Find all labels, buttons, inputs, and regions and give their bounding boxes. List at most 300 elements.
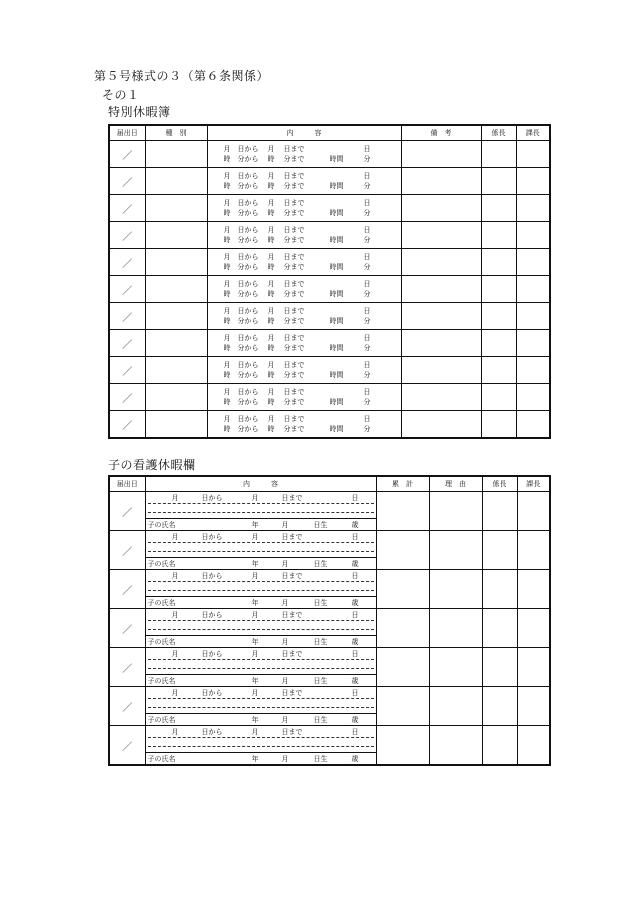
- type-cell[interactable]: [145, 303, 207, 330]
- chief-cell[interactable]: [481, 303, 516, 330]
- special-leave-row: [109, 168, 550, 195]
- content-cell[interactable]: [145, 687, 376, 726]
- filing-date-cell[interactable]: [109, 570, 145, 609]
- child-info-label: 子の氏名: [147, 521, 176, 529]
- content-label: 月: [267, 199, 275, 207]
- content-line: [224, 397, 401, 407]
- content-label: 分から: [237, 371, 259, 379]
- content-label: 日から: [237, 415, 259, 423]
- filing-date-cell[interactable]: [109, 303, 145, 330]
- content-label: 日から: [201, 494, 223, 502]
- content-line: [224, 414, 401, 424]
- section-head-cell[interactable]: [517, 492, 550, 531]
- content-line: [224, 316, 401, 326]
- child-info-label: 日生: [313, 560, 328, 568]
- special-leave-row: [109, 411, 550, 439]
- content-label: 時: [223, 263, 231, 271]
- chief-cell[interactable]: [482, 648, 517, 687]
- remarks-cell[interactable]: [401, 222, 481, 249]
- filing-date-cell[interactable]: [109, 726, 145, 766]
- content-label: 分まで: [283, 209, 305, 217]
- content-label: 月: [267, 307, 275, 315]
- content-label: 日から: [237, 307, 259, 315]
- child-info-label: 年: [251, 755, 259, 763]
- content-label: 月: [251, 650, 259, 658]
- content-line: [224, 235, 401, 245]
- chief-cell[interactable]: [481, 330, 516, 357]
- chief-cell[interactable]: [481, 411, 516, 439]
- slash-mark: ／: [122, 702, 133, 714]
- child-info-label: 月: [281, 638, 289, 646]
- slash-mark: ／: [122, 231, 133, 243]
- content-label: 日: [351, 650, 359, 658]
- child-info-label: 子の氏名: [147, 560, 176, 568]
- content-label: 日から: [237, 199, 259, 207]
- content-label: 日まで: [283, 280, 305, 288]
- filing-date-cell[interactable]: [109, 492, 145, 531]
- content-label: 分: [363, 236, 371, 244]
- reason-cell[interactable]: [429, 492, 482, 531]
- child-care-row: [109, 531, 550, 570]
- content-label: 日: [363, 199, 371, 207]
- content-line: [224, 208, 401, 218]
- content-label: 時間: [329, 155, 344, 163]
- content-label: 分まで: [283, 290, 305, 298]
- content-label: 日まで: [281, 533, 303, 541]
- slash-mark: ／: [122, 366, 133, 378]
- content-label: 月: [171, 728, 179, 736]
- dashed-line: [148, 659, 374, 660]
- reason-cell[interactable]: [429, 726, 482, 766]
- content-label: 日から: [237, 145, 259, 153]
- filing-date-cell[interactable]: [109, 141, 145, 168]
- cumulative-cell[interactable]: [376, 609, 429, 648]
- content-label: 分まで: [283, 425, 305, 433]
- child-info-label: 月: [281, 677, 289, 685]
- content-label: 日まで: [283, 361, 305, 369]
- special-leave-row: [109, 249, 550, 276]
- content-label: 月: [223, 415, 231, 423]
- type-cell[interactable]: [145, 249, 207, 276]
- content-label: 時: [223, 236, 231, 244]
- content-label: 時: [267, 209, 275, 217]
- col-remarks: 備 考: [401, 125, 481, 141]
- content-cell[interactable]: [207, 384, 401, 411]
- remarks-cell[interactable]: [401, 411, 481, 439]
- child-info-label: 子の氏名: [147, 677, 176, 685]
- content-label: 時間: [329, 344, 344, 352]
- type-cell[interactable]: [145, 141, 207, 168]
- section-head-cell[interactable]: [516, 249, 550, 276]
- remarks-cell[interactable]: [401, 330, 481, 357]
- dashed-line: [148, 737, 374, 738]
- type-cell[interactable]: [145, 222, 207, 249]
- content-label: 日: [351, 728, 359, 736]
- content-label: 日: [363, 226, 371, 234]
- filing-date-cell[interactable]: [109, 168, 145, 195]
- content-label: 時: [267, 182, 275, 190]
- col-type: 種 別: [145, 125, 207, 141]
- content-cell[interactable]: [207, 222, 401, 249]
- content-label: 月: [171, 611, 179, 619]
- content-label: 月: [267, 145, 275, 153]
- content-label: 日: [363, 253, 371, 261]
- content-label: 月: [223, 280, 231, 288]
- content-cell[interactable]: [145, 531, 376, 570]
- filing-date-cell[interactable]: [109, 384, 145, 411]
- remarks-cell[interactable]: [401, 195, 481, 222]
- content-label: 分から: [237, 398, 259, 406]
- type-cell[interactable]: [145, 330, 207, 357]
- content-label: 分から: [237, 155, 259, 163]
- content-label: 時間: [329, 425, 344, 433]
- content-cell[interactable]: [207, 168, 401, 195]
- content-label: 時: [267, 290, 275, 298]
- content-label: 時: [267, 371, 275, 379]
- col-content: 内 容: [145, 476, 376, 492]
- slash-mark: ／: [122, 420, 133, 432]
- child-care-leave-table: [108, 475, 551, 766]
- content-label: 時間: [329, 398, 344, 406]
- content-label: 分から: [237, 344, 259, 352]
- content-label: 月: [267, 361, 275, 369]
- content-line: [224, 198, 401, 208]
- content-label: 時: [223, 398, 231, 406]
- child-info-label: 歳: [351, 716, 359, 724]
- child-info-label: 年: [251, 521, 259, 529]
- slash-mark: ／: [122, 663, 133, 675]
- col-section-head: 課長: [517, 476, 550, 492]
- child-info-label: 月: [281, 716, 289, 724]
- content-label: 日から: [237, 172, 259, 180]
- content-label: 分まで: [283, 317, 305, 325]
- child-info-label: 年: [251, 677, 259, 685]
- chief-cell[interactable]: [482, 531, 517, 570]
- reason-cell[interactable]: [429, 648, 482, 687]
- content-label: 分: [363, 317, 371, 325]
- reason-cell[interactable]: [429, 687, 482, 726]
- special-leave-row: [109, 141, 550, 168]
- section-head-cell[interactable]: [517, 609, 550, 648]
- chief-cell[interactable]: [481, 357, 516, 384]
- filing-date-cell[interactable]: [109, 222, 145, 249]
- slash-mark: ／: [122, 585, 133, 597]
- remarks-cell[interactable]: [401, 168, 481, 195]
- cumulative-cell[interactable]: [376, 687, 429, 726]
- content-label: 時: [267, 155, 275, 163]
- col-section-head: 課長: [516, 125, 550, 141]
- content-label: 日まで: [283, 172, 305, 180]
- content-line: [224, 262, 401, 272]
- content-label: 日: [351, 689, 359, 697]
- content-label: 月: [223, 145, 231, 153]
- chief-cell[interactable]: [481, 141, 516, 168]
- content-cell[interactable]: [145, 648, 376, 687]
- child-info-label: 子の氏名: [147, 716, 176, 724]
- content-label: 分: [363, 263, 371, 271]
- content-line: [224, 333, 401, 343]
- cumulative-cell[interactable]: [376, 648, 429, 687]
- content-cell[interactable]: [207, 141, 401, 168]
- content-label: 月: [171, 533, 179, 541]
- child-info-label: 日生: [313, 638, 328, 646]
- dashed-line: [148, 629, 374, 630]
- content-label: 日から: [237, 388, 259, 396]
- slash-mark: ／: [122, 339, 133, 351]
- chief-cell[interactable]: [482, 570, 517, 609]
- content-label: 分: [363, 344, 371, 352]
- remarks-cell[interactable]: [401, 303, 481, 330]
- content-line: [224, 144, 401, 154]
- content-label: 時: [267, 317, 275, 325]
- content-label: 分まで: [283, 344, 305, 352]
- remarks-cell[interactable]: [401, 384, 481, 411]
- content-label: 月: [267, 226, 275, 234]
- section-head-cell[interactable]: [517, 570, 550, 609]
- content-label: 分: [363, 209, 371, 217]
- form-number: 第５号様式の３（第６条関係）: [94, 69, 270, 83]
- reason-cell[interactable]: [429, 570, 482, 609]
- content-cell[interactable]: [145, 726, 376, 766]
- remarks-cell[interactable]: [401, 357, 481, 384]
- child-info-label: 年: [251, 716, 259, 724]
- chief-cell[interactable]: [481, 222, 516, 249]
- child-info-label: 日生: [313, 521, 328, 529]
- filing-date-cell[interactable]: [109, 531, 145, 570]
- section-head-cell[interactable]: [517, 531, 550, 570]
- child-info-label: 日生: [313, 755, 328, 763]
- col-cumulative: 累 計: [376, 476, 429, 492]
- section-head-cell[interactable]: [516, 195, 550, 222]
- content-cell[interactable]: [207, 330, 401, 357]
- content-label: 日: [363, 280, 371, 288]
- content-label: 日から: [237, 253, 259, 261]
- filing-date-cell[interactable]: [109, 648, 145, 687]
- content-label: 日まで: [281, 650, 303, 658]
- remarks-cell[interactable]: [401, 249, 481, 276]
- filing-date-cell[interactable]: [109, 195, 145, 222]
- content-label: 時: [223, 182, 231, 190]
- special-leave-row: [109, 222, 550, 249]
- content-label: 日: [351, 611, 359, 619]
- reason-cell[interactable]: [429, 609, 482, 648]
- slash-mark: ／: [122, 741, 133, 753]
- content-cell[interactable]: [207, 276, 401, 303]
- child-info-label: 日生: [313, 599, 328, 607]
- col-reason: 理 由: [429, 476, 482, 492]
- type-cell[interactable]: [145, 411, 207, 439]
- content-cell[interactable]: [207, 195, 401, 222]
- content-label: 日まで: [283, 199, 305, 207]
- cumulative-cell[interactable]: [376, 570, 429, 609]
- content-label: 月: [267, 334, 275, 342]
- child-care-row: [109, 726, 550, 766]
- child-info-label: 子の氏名: [147, 599, 176, 607]
- content-label: 時間: [329, 263, 344, 271]
- special-leave-title: 特別休暇簿: [108, 105, 171, 119]
- child-info-label: 月: [281, 755, 289, 763]
- content-label: 時: [267, 425, 275, 433]
- type-cell[interactable]: [145, 276, 207, 303]
- content-line: [224, 171, 401, 181]
- special-leave-table: [108, 124, 551, 439]
- content-label: 時間: [329, 290, 344, 298]
- content-label: 月: [223, 172, 231, 180]
- section-head-cell[interactable]: [516, 330, 550, 357]
- content-label: 時: [267, 236, 275, 244]
- reason-cell[interactable]: [429, 531, 482, 570]
- content-cell[interactable]: [145, 609, 376, 648]
- special-leave-row: [109, 384, 550, 411]
- content-label: 日まで: [281, 494, 303, 502]
- content-cell[interactable]: [207, 411, 401, 439]
- child-info-label: 歳: [351, 677, 359, 685]
- content-label: 月: [223, 226, 231, 234]
- type-cell[interactable]: [145, 384, 207, 411]
- chief-cell[interactable]: [481, 168, 516, 195]
- col-filing-date: 届出日: [109, 476, 145, 492]
- section-head-cell[interactable]: [516, 384, 550, 411]
- content-label: 時: [223, 371, 231, 379]
- content-cell[interactable]: [145, 492, 376, 531]
- chief-cell[interactable]: [481, 276, 516, 303]
- col-filing-date: 届出日: [109, 125, 145, 141]
- section-head-cell[interactable]: [516, 168, 550, 195]
- content-label: 日まで: [281, 728, 303, 736]
- filing-date-cell[interactable]: [109, 330, 145, 357]
- chief-cell[interactable]: [481, 249, 516, 276]
- type-cell[interactable]: [145, 357, 207, 384]
- child-care-row: [109, 492, 550, 531]
- content-label: 月: [251, 572, 259, 580]
- chief-cell[interactable]: [481, 195, 516, 222]
- content-label: 日: [363, 415, 371, 423]
- content-label: 月: [223, 361, 231, 369]
- content-label: 分から: [237, 290, 259, 298]
- child-care-row: [109, 609, 550, 648]
- content-line: [224, 306, 401, 316]
- content-label: 日まで: [281, 611, 303, 619]
- section-head-cell[interactable]: [516, 303, 550, 330]
- content-label: 日: [363, 334, 371, 342]
- content-label: 時間: [329, 236, 344, 244]
- dashed-line: [148, 698, 374, 699]
- content-line: [224, 424, 401, 434]
- content-label: 分まで: [283, 371, 305, 379]
- content-cell[interactable]: [207, 357, 401, 384]
- content-label: 分まで: [283, 155, 305, 163]
- content-label: 日から: [201, 689, 223, 697]
- section-head-cell[interactable]: [516, 411, 550, 439]
- content-label: 月: [171, 572, 179, 580]
- content-label: 分から: [237, 182, 259, 190]
- content-label: 時: [223, 209, 231, 217]
- filing-date-cell[interactable]: [109, 687, 145, 726]
- cumulative-cell[interactable]: [376, 531, 429, 570]
- content-label: 日まで: [283, 334, 305, 342]
- section-head-cell[interactable]: [516, 276, 550, 303]
- content-cell[interactable]: [207, 249, 401, 276]
- child-care-row: [109, 687, 550, 726]
- child-info-label: 月: [281, 521, 289, 529]
- content-label: 日から: [237, 226, 259, 234]
- content-label: 月: [251, 689, 259, 697]
- section-head-cell[interactable]: [516, 141, 550, 168]
- content-cell[interactable]: [145, 570, 376, 609]
- content-label: 月: [267, 280, 275, 288]
- content-cell[interactable]: [207, 303, 401, 330]
- content-label: 分から: [237, 209, 259, 217]
- content-label: 日: [363, 172, 371, 180]
- slash-mark: ／: [122, 507, 133, 519]
- content-label: 日から: [237, 361, 259, 369]
- content-label: 分から: [237, 425, 259, 433]
- filing-date-cell[interactable]: [109, 411, 145, 439]
- content-label: 時: [223, 344, 231, 352]
- slash-mark: ／: [122, 546, 133, 558]
- section-head-cell[interactable]: [517, 648, 550, 687]
- content-label: 日から: [201, 533, 223, 541]
- section-head-cell[interactable]: [516, 357, 550, 384]
- chief-cell[interactable]: [481, 384, 516, 411]
- content-label: 日: [363, 145, 371, 153]
- child-info-label: 月: [281, 560, 289, 568]
- section-head-cell[interactable]: [516, 222, 550, 249]
- remarks-cell[interactable]: [401, 141, 481, 168]
- content-line: [224, 360, 401, 370]
- special-leave-row: [109, 276, 550, 303]
- chief-cell[interactable]: [482, 492, 517, 531]
- content-label: 月: [251, 494, 259, 502]
- content-label: 月: [171, 650, 179, 658]
- content-line: [224, 387, 401, 397]
- form-part: その１: [102, 88, 140, 102]
- content-label: 日まで: [283, 145, 305, 153]
- cumulative-cell[interactable]: [376, 492, 429, 531]
- content-label: 分から: [237, 263, 259, 271]
- cumulative-cell[interactable]: [376, 726, 429, 766]
- child-info-label: 日生: [313, 716, 328, 724]
- slash-mark: ／: [122, 150, 133, 162]
- filing-date-cell[interactable]: [109, 249, 145, 276]
- filing-date-cell[interactable]: [109, 609, 145, 648]
- chief-cell[interactable]: [482, 687, 517, 726]
- child-info-label: 歳: [351, 755, 359, 763]
- special-leave-row: [109, 330, 550, 357]
- remarks-cell[interactable]: [401, 276, 481, 303]
- filing-date-cell[interactable]: [109, 276, 145, 303]
- chief-cell[interactable]: [482, 609, 517, 648]
- child-info-label: 子の氏名: [147, 755, 176, 763]
- content-label: 日: [351, 494, 359, 502]
- section-head-cell[interactable]: [517, 687, 550, 726]
- type-cell[interactable]: [145, 195, 207, 222]
- special-leave-row: [109, 195, 550, 222]
- content-label: 分: [363, 425, 371, 433]
- filing-date-cell[interactable]: [109, 357, 145, 384]
- chief-cell[interactable]: [482, 726, 517, 766]
- content-label: 分: [363, 182, 371, 190]
- dashed-line: [148, 620, 374, 621]
- content-label: 時間: [329, 182, 344, 190]
- content-label: 月: [251, 728, 259, 736]
- slash-mark: ／: [122, 285, 133, 297]
- child-care-row: [109, 648, 550, 687]
- child-info-label: 子の氏名: [147, 638, 176, 646]
- type-cell[interactable]: [145, 168, 207, 195]
- content-label: 時: [223, 317, 231, 325]
- section-head-cell[interactable]: [517, 726, 550, 766]
